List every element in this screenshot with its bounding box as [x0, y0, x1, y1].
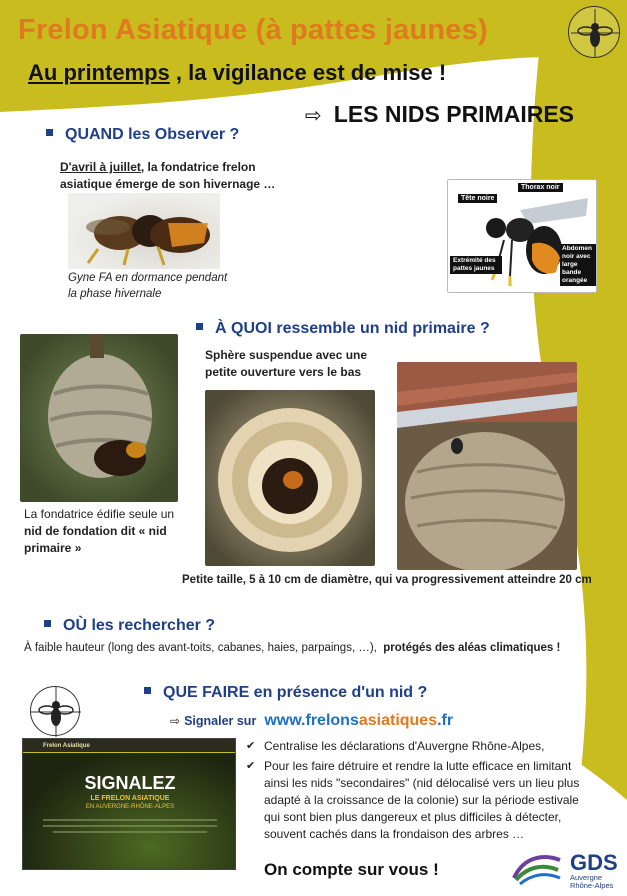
nest-opening-photo	[205, 390, 375, 566]
screenshot-hero	[23, 753, 236, 870]
screenshot-brand: Frelon Asiatique	[23, 739, 235, 753]
benefit-item: ✔ Pour les faire détruire et rendre la lutte efficace en limitant ainsi les nids "secondaires" (nid délocalisé vers un lieu plus adapté à la croissance de la colonie) sur la période estivale qui sont bien plus dangereux et plus difficiles à détecter, souvent cachés dans la frondaison des arbres …	[246, 758, 596, 843]
link-part-a: www.frelons	[264, 712, 359, 729]
arrow-right-icon: ⇨	[305, 105, 322, 127]
aquoi-heading-label: À QUOI ressemble un nid primaire ?	[215, 320, 490, 337]
label-abdomen: Abdomen noir avec large bande orangée	[560, 244, 597, 286]
banner-label: LES NIDS PRIMAIRES	[333, 101, 575, 127]
aquoi-heading	[196, 320, 490, 338]
label-head: Tête noire	[458, 194, 497, 203]
screenshot-line1: LE FRELON ASIATIQUE	[90, 795, 170, 802]
quand-text	[60, 159, 285, 193]
fondatrice-bold: nid de fondation dit « nid primaire »	[24, 524, 167, 555]
subtitle	[28, 60, 446, 86]
square-bullet-icon	[196, 323, 203, 330]
frelons-website-link[interactable]	[264, 712, 453, 729]
quand-rest: , la fondatrice frelon asiatique émerge de son hivernage …	[60, 160, 276, 191]
benefits-list	[246, 738, 596, 843]
link-part-b: asiatiques	[358, 712, 438, 729]
link-part-c: .fr	[437, 712, 454, 729]
signaler-label: Signaler sur	[184, 714, 257, 728]
ou-heading	[44, 617, 215, 635]
square-bullet-icon	[46, 129, 53, 136]
nest-under-roof-photo	[397, 362, 577, 570]
ou-text-plain: À faible hauteur (long des avant-toits, cabanes, haies, parpaings, …),	[24, 642, 377, 654]
benefit-item: ✔ Centralise les déclarations d'Auvergne Rhône-Alpes,	[246, 738, 596, 755]
subtitle-rest: , la vigilance est de mise !	[169, 60, 447, 85]
screenshot-signalez: SIGNALEZ	[84, 773, 176, 793]
ou-text-bold: protégés des aléas climatiques !	[383, 642, 561, 654]
queen-building-nest-photo	[20, 334, 178, 502]
square-bullet-icon	[44, 620, 51, 627]
ou-heading-label: OÙ les rechercher ?	[63, 617, 216, 634]
screenshot-line2: EN AUVERGNE-RHÔNE-ALPES	[85, 804, 175, 810]
bee-logo-icon	[568, 6, 620, 58]
region-logo-icon	[510, 850, 565, 886]
arrow-right-icon: ⇨	[170, 714, 181, 728]
quefaire-heading	[144, 684, 427, 702]
label-legs: Extrémité des pattes jaunes	[450, 256, 502, 274]
ou-text	[24, 640, 560, 657]
square-bullet-icon	[144, 687, 151, 694]
quand-heading	[46, 126, 239, 144]
quand-heading-label: QUAND les Observer ?	[65, 126, 240, 143]
dormant-queen-photo	[68, 193, 220, 269]
label-thorax: Thorax noir	[518, 183, 563, 192]
hornet-diagram	[447, 179, 597, 293]
gds-region: Auvergne Rhône-Alpes	[570, 873, 614, 890]
bee-target-icon	[30, 686, 80, 736]
taille-text: Petite taille, 5 à 10 cm de diamètre, qui va progressivement atteindre 20 cm	[182, 574, 592, 586]
fondatrice-pre: La fondatrice édifie seule un	[24, 507, 175, 521]
dormant-caption: Gyne FA en dormance pendant la phase hivernale	[68, 272, 228, 300]
sphere-text: Sphère suspendue avec une petite ouverture vers le bas	[205, 348, 368, 379]
gds-logo: GDS	[570, 850, 618, 875]
quefaire-heading-label: QUE FAIRE en présence d'un nid ?	[163, 684, 428, 701]
page-title: Frelon Asiatique (à pattes jaunes)	[18, 14, 488, 46]
subtitle-season: Au printemps	[28, 60, 170, 85]
compte-sur-vous: On compte sur vous !	[264, 860, 439, 879]
website-screenshot	[22, 738, 236, 870]
quand-period: D'avril à juillet	[60, 160, 141, 174]
section-banner	[305, 101, 574, 128]
fondatrice-text	[24, 506, 184, 557]
signaler-line	[170, 712, 453, 730]
